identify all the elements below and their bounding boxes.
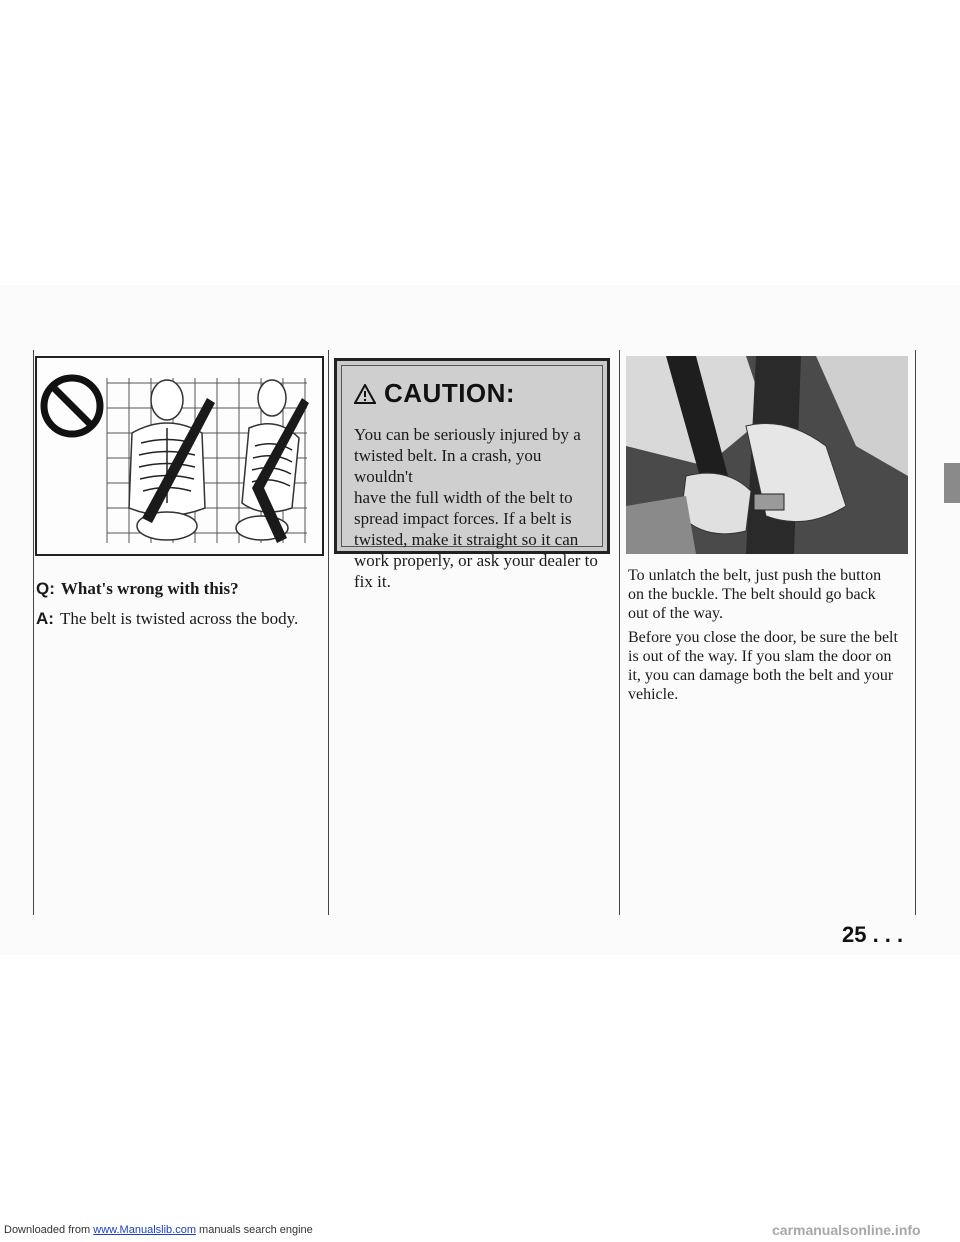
answer-line <box>36 608 298 630</box>
caution-body <box>354 424 604 592</box>
caution-line: spread impact forces. If a belt is <box>354 509 572 528</box>
paragraph-line: it, you can damage both the belt and your <box>628 667 894 684</box>
footer-suffix: manuals search engine <box>199 1224 313 1236</box>
column-divider-mid-left <box>328 350 329 915</box>
question-text: What's wrong with this? <box>60 579 239 598</box>
site-watermark: carmanualsonline.info <box>772 1222 921 1238</box>
column-divider-left <box>33 350 34 915</box>
column-divider-mid-right <box>619 350 620 915</box>
caution-line: twisted belt. In a crash, you wouldn't <box>354 446 542 486</box>
buckle-photo <box>626 356 908 554</box>
caution-line: twisted, make it straight so it can <box>354 530 579 549</box>
page-number: 25 . . . <box>842 922 904 947</box>
caution-line: have the full width of the belt to <box>354 488 573 507</box>
caution-line: You can be seriously injured by a <box>354 425 581 444</box>
section-tab-marker <box>944 463 960 503</box>
answer-text: The belt is twisted across the body. <box>59 609 299 628</box>
answer-label: A: <box>36 609 54 628</box>
caution-line: work properly, or ask your dealer to <box>354 551 598 570</box>
twisted-belt-illustration <box>35 356 324 556</box>
paragraph-line: To unlatch the belt, just push the button <box>628 567 882 584</box>
question-label: Q: <box>36 579 55 598</box>
door-paragraph <box>628 628 908 704</box>
footer-prefix: Downloaded from <box>4 1224 91 1236</box>
caution-box <box>334 358 610 591</box>
caution-title: CAUTION: <box>384 378 516 408</box>
unlatch-paragraph <box>628 566 908 623</box>
paragraph-line: on the buckle. The belt should go back <box>628 586 876 603</box>
caution-heading <box>354 378 515 409</box>
manualslib-link[interactable]: www.Manualslib.com <box>93 1224 196 1236</box>
paragraph-line: Before you close the door, be sure the belt <box>628 629 898 646</box>
question-line <box>36 578 239 600</box>
paragraph-line: is out of the way. If you slam the door on <box>628 648 892 665</box>
caution-line: fix it. <box>354 572 391 591</box>
paragraph-line: vehicle. <box>628 686 679 703</box>
download-footer <box>4 1224 313 1236</box>
paragraph-line: out of the way. <box>628 605 723 622</box>
caution-inner-frame <box>341 365 603 591</box>
warning-triangle-icon <box>354 384 376 404</box>
column-divider-right <box>915 350 916 915</box>
